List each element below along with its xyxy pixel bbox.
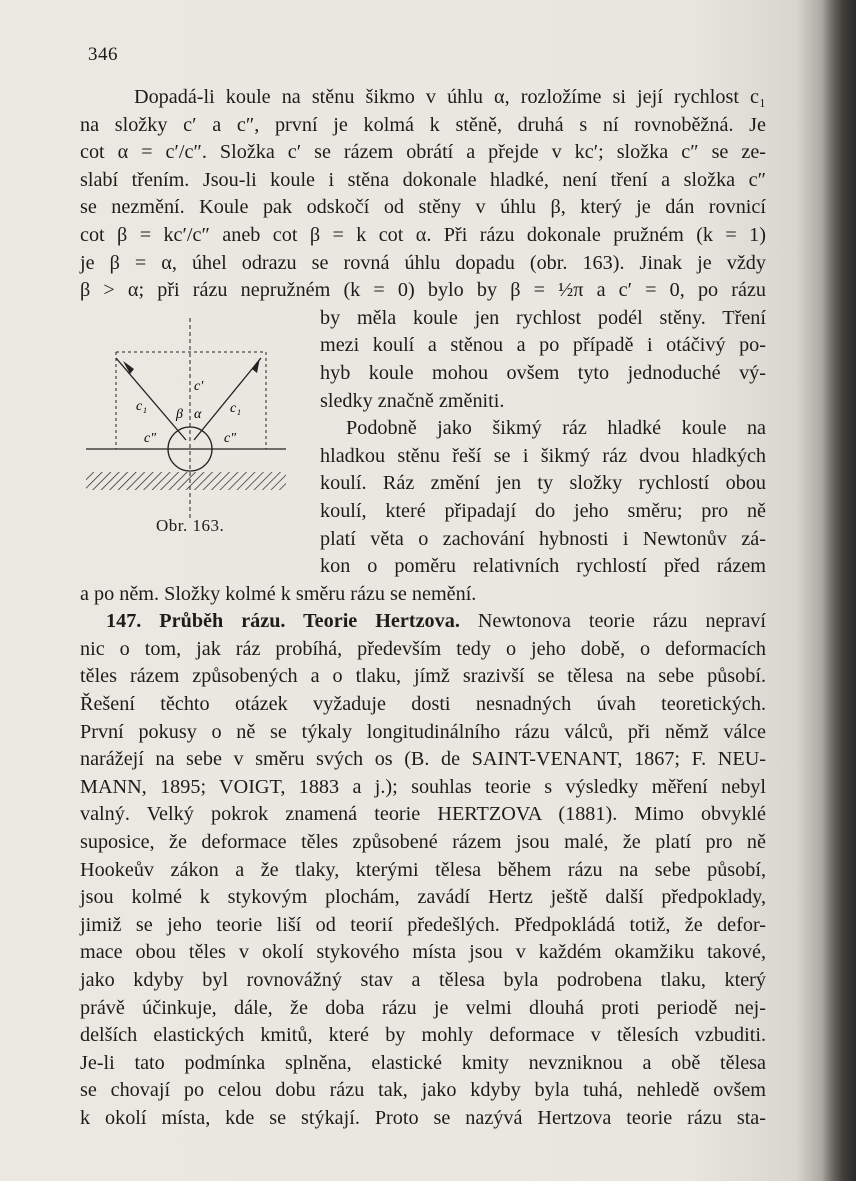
text-line: cot α = c′/c″. Složka c′ se rázem obrátí a přejde v kc′; složka c″ se ze- <box>80 141 766 164</box>
page-number: 346 <box>88 44 118 65</box>
text-line: koulí. Ráz změní jen ty složky rychlostí obou <box>320 472 766 495</box>
text-line: delších elastických kmitů, které by mohly deformace v tělesích vzbuditi. <box>80 1024 766 1047</box>
label-beta: β <box>176 407 183 422</box>
text-line: mezi koulí a stěnou a po případě i otáčivý po- <box>320 334 766 357</box>
text-line: MANN, 1895; VOIGT, 1883 a j.); souhlas teorie s výsledky měření nebyl <box>80 775 766 798</box>
wall-hatching <box>86 472 286 490</box>
section-title: Průběh rázu. Teorie Hertzova. <box>159 610 460 633</box>
text-line: hladkou stěnu řeší se i šikmý ráz dvou hladkých <box>320 444 766 467</box>
text-line: První pokusy o ně se týkaly longitudinálního rázu válců, při němž válce <box>80 720 766 743</box>
text-line: na složky c′ a c″, první je kolmá k stěně, druhá s ní rovnoběžná. Je <box>80 113 766 136</box>
text-line: těles rázem způsobených a o tlaku, jímž srazivší se tělesa na sebe působí. <box>80 665 766 688</box>
text-line: právě účinkuje, dále, že doba rázu je velmi dlouhá proti periodě nej- <box>80 996 766 1019</box>
label-alpha: α <box>194 407 202 422</box>
text-line: kon o poměru relativních rychlostí před rázem <box>320 555 766 578</box>
text-line: cot β = kc′/c″ aneb cot β = k cot α. Při rázu dokonale pružném (k = 1) <box>80 223 766 246</box>
text-line: se chovají po celou dobu rázu tak, jako kdyby byla tuhá, nehledě ovšem <box>80 1079 766 1102</box>
text-line: platí věta o zachování hybnosti i Newtonův zá- <box>320 527 766 550</box>
text-line: nic o tom, jak ráz probíhá, především tedy o jeho době, o deformacích <box>80 637 766 660</box>
reflected-ray <box>194 358 261 440</box>
label-c1-left: c₁ <box>136 399 148 414</box>
text-line: by měla koule jen rychlost podél stěny. Tření <box>320 306 766 329</box>
arrowhead-reflected <box>252 358 260 373</box>
text-line: jimiž se jeho teorie liší od teorií předešlých. Předpokládá totiž, že defor- <box>80 913 766 936</box>
text-line: koulí, které připadají do jeho směru; pro ně <box>320 499 766 522</box>
text-line: suposice, že deformace těles způsobené rázem jsou malé, že platí pro ně <box>80 831 766 854</box>
text-line: Podobně jako šikmý ráz hladké koule na <box>346 417 766 440</box>
text-body <box>80 84 766 1133</box>
text-line: narážejí na sebe v směru svých os (B. de SAINT-VENANT, 1867; F. NEU- <box>80 748 766 771</box>
text-line: je β = α, úhel odrazu se rovná úhlu dopadu (obr. 163). Jinak je vždy <box>80 251 766 274</box>
section-heading-line <box>80 608 766 636</box>
label-c-dbl-right: c″ <box>224 431 237 446</box>
text-line: Řešení těchto otázek vyžaduje dosti nesnadných úvah teoretických. <box>80 693 766 716</box>
text-line: Je-li tato podmínka splněna, elastické kmity nevzniknou a obě tělesa <box>80 1051 766 1074</box>
incident-ray <box>116 358 186 440</box>
text-line: a po něm. Složky kolmé k směru rázu se nemění. <box>80 582 477 605</box>
figure-caption: Obr. 163. <box>156 516 225 535</box>
text-line: jako kdyby byl rovnovážný stav a tělesa byla podrobena tlaku, který <box>80 969 766 991</box>
text-line: Dopadá-li koule na stěnu šikmo v úhlu α, rozložíme si její rychlost c₁ <box>134 86 766 108</box>
text-line: valný. Velký pokrok znamená teorie HERTZOVA (1881). Mimo obvyklé <box>80 803 766 826</box>
text-line: hyb koule mohou ovšem tyto jednoduché vý- <box>320 361 766 384</box>
text-fragment: Newtonova teorie rázu nepraví <box>477 610 767 633</box>
section-number: 147. <box>106 610 142 633</box>
text-line: k okolí místa, kde se stýkají. Proto se nazývá Hertzova teorie rázu sta- <box>80 1106 766 1129</box>
text-line: Hookeův zákon a že tlaky, kterými tělesa během rázu na sebe působí, <box>80 858 766 881</box>
text-line: jsou kolmé k stykovým plochám, zavádí Hertz ještě další předpoklady, <box>80 886 766 909</box>
text-line: mace obou těles v okolí stykového místa jsou v každém okamžiku takové, <box>80 941 766 964</box>
text-line: slabí třením. Jsou-li koule i stěna dokonale hladké, není tření a složka c″ <box>80 168 766 191</box>
text-line: sledky značně změniti. <box>320 389 505 412</box>
label-c-dbl-left: c″ <box>144 431 157 446</box>
label-c-prime: c′ <box>194 379 204 394</box>
figure-163-diagram <box>86 318 292 538</box>
text-line: β > α; při rázu nepružném (k = 0) bylo by β = ½π a c′ = 0, po rázu <box>80 279 766 302</box>
book-binding-shadow <box>822 0 856 1181</box>
label-c1-right: c₁ <box>230 401 242 416</box>
text-line: se nezmění. Koule pak odskočí od stěny v úhlu β, který je dán rovnicí <box>80 196 766 219</box>
